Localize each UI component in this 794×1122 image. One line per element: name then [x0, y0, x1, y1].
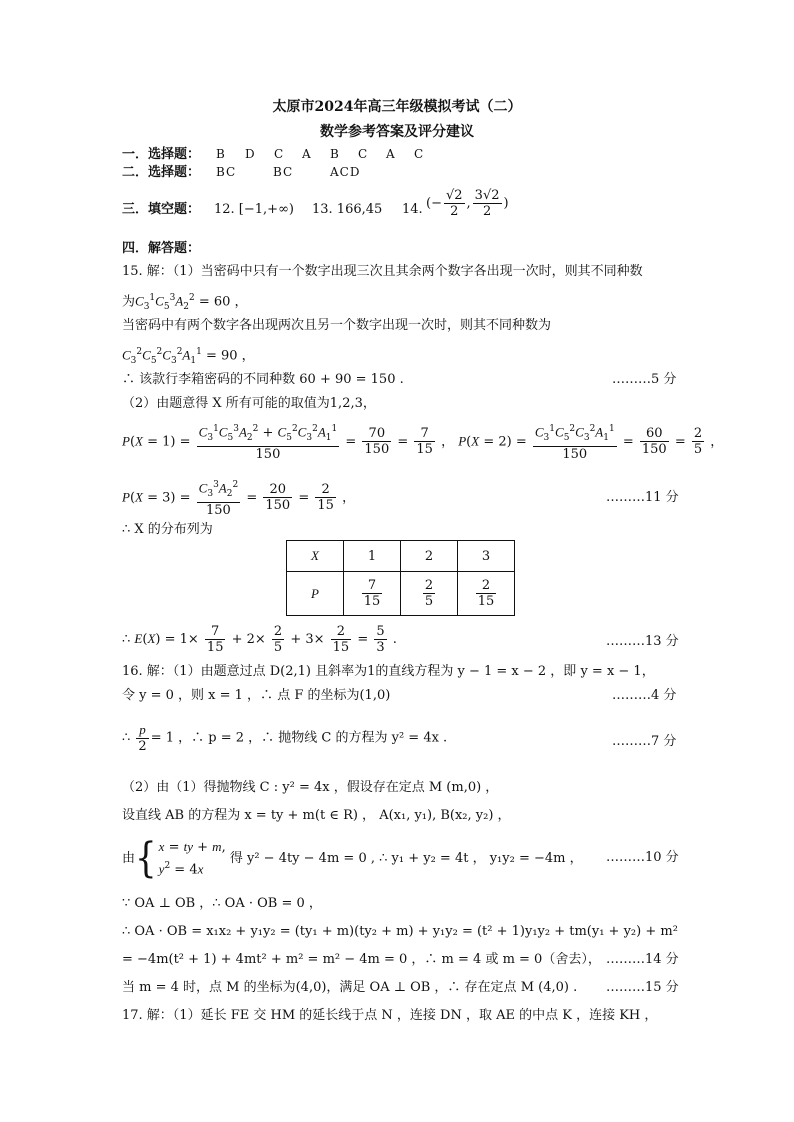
p15-prob-3: P(X = 3) = $\frac{C_3^3A_2^2}{150}$ = $\frac{20}{150}$ = $\frac{2}{15}$ ， [122, 480, 356, 518]
answer-3: C [274, 147, 285, 161]
answer-6: C [358, 147, 369, 161]
p16-line5: 设直线 AB 的方程为 x = ty + m(t ∈ R) ， A(x₁, y₁), B(x₂, y₂) ， [122, 808, 511, 823]
p16-points-10: ………10 分 [606, 850, 679, 865]
p16-points-14: ………14 分 [606, 952, 679, 967]
answer-13: 13. 166,45 [312, 202, 383, 217]
answer-14-value: (− $\frac{√2}{2}$ , $\frac{3√2}{2}$ ) [426, 188, 509, 219]
answer-7: A [386, 147, 396, 161]
section3-label: 三．填空题： [122, 202, 201, 217]
answer-8: C [414, 147, 425, 161]
distribution-table [286, 540, 515, 616]
p16-points-15: ………15 分 [606, 980, 679, 995]
table-header-x: X [287, 541, 344, 572]
p16-line4: （2）由（1）得抛物线 C : y² = 4x ，假设存在定点 M (m,0) ， [122, 780, 499, 795]
table-cell-p1: $\frac{7}{15}$ [344, 572, 401, 616]
p15-line3: 当密码中有两个数字各出现两次且另一个数字出现一次时，则其不同种数为 [122, 318, 552, 333]
answer-14-label: 14. [402, 202, 423, 217]
table-cell-p3: $\frac{2}{15}$ [458, 572, 515, 616]
table-header-2: 2 [401, 541, 458, 572]
p15-formula-1: 为$C_3^1C_5^3A_2^2 = 60$ ， [122, 293, 248, 312]
page-title: 太原市2024年高三年级模拟考试（二） [272, 99, 522, 115]
p15-expectation: ∴ E(X) = 1× $\frac{7}{15}$ + 2× $\frac{2}{5}$ + 3× $\frac{2}{15}$ = $\frac{5}{3}$ . [122, 624, 397, 655]
answer-2: D [245, 147, 256, 161]
answer-5: B [330, 147, 340, 161]
answer-12: 12. [−1,+∞) [214, 202, 294, 217]
answer-9: BC [216, 165, 237, 179]
answer-10: BC [273, 165, 294, 179]
p16-points-4: ………4 分 [612, 688, 677, 703]
page-subtitle: 数学参考答案及评分建议 [320, 124, 474, 140]
p15-points-11: ………11 分 [606, 490, 679, 505]
section1-label: 一．选择题： [122, 147, 201, 162]
p15-prob-1-2: P(X = 1) = $\frac{C_3^1C_5^3A_2^2 + C_5^2C_3^2A_1^1}{150}$ = $\frac{70}{150}$ = $\frac{7}{15}$ ， P(X = 2) = $\frac{C_3^1C_5^2C_3^2A_1^1}{150}$ = $\frac{60}{150}$ = $\frac{2}{5}$ ， [122, 424, 724, 462]
table-cell-p2: $\frac{2}{5}$ [401, 572, 458, 616]
answer-1: B [216, 147, 226, 161]
p15-points-13: ………13 分 [606, 634, 679, 649]
p16-line8: ∴ OA · OB = x₁x₂ + y₁y₂ = (ty₁ + m)(ty₂ + m) + y₁y₂ = (t² + 1)y₁y₂ + tm(y₁ + y₂) + m² [122, 924, 678, 939]
answer-11: ACD [330, 165, 361, 179]
table-header-1: 1 [344, 541, 401, 572]
p16-line7: ∵ OA ⊥ OB ，∴ OA · OB = 0 ， [122, 896, 322, 911]
table-header-3: 3 [458, 541, 515, 572]
p15-formula-2: $C_3^2C_5^2C_3^2A_1^1 = 90$ ， [122, 347, 255, 366]
p15-line6: （2）由题意得 X 所有可能的取值为1,2,3， [122, 396, 376, 411]
table-row-label: P [287, 572, 344, 616]
section2-label: 二．选择题： [122, 165, 201, 180]
p15-points-5: ………5 分 [612, 372, 677, 387]
p16-system: 由{ x = ty + m, $y^2 = 4x$ 得 y² − 4ty − 4m = 0 , ∴ y₁ + y₂ = 4t ， y₁y₂ = −4m ， [122, 834, 583, 883]
p16-points-7: ………7 分 [612, 734, 677, 749]
p16-line3: ∴ $\frac{p}{2}$ = 1 ，∴ p = 2 ，∴ 抛物线 C 的方程为 y² = 4x . [122, 722, 448, 754]
p16-line1: 16. 解：（1）由题意过点 D(2,1) 且斜率为1的直线方程为 y − 1 = x − 2 ，即 y = x − 1， [122, 664, 655, 679]
p15-intro: 15. 解：（1）当密码中只有一个数字出现三次且其余两个数字各出现一次时，则其不同种数 [122, 264, 643, 279]
p17-line1: 17. 解：（1）延长 FE 交 HM 的延长线于点 N ，连接 DN ，取 AE 的中点 K ，连接 KH ， [122, 1008, 658, 1023]
p15-line9: ∴ X 的分布列为 [122, 522, 213, 537]
p16-line10: 当 m = 4 时，点 M 的坐标为(4,0)，满足 OA ⊥ OB ，∴ 存在定点 M (4,0) . [122, 980, 578, 995]
p15-line5: ∴ 该款行李箱密码的不同种数 60 + 90 = 150 . [122, 372, 404, 387]
p16-line2: 令 y = 0 ，则 x = 1 ，∴ 点 F 的坐标为(1,0) [122, 688, 391, 703]
section4-label: 四．解答题： [122, 241, 201, 256]
answer-4: A [302, 147, 312, 161]
p16-line9: = −4m(t² + 1) + 4mt² + m² = m² − 4m = 0 ，∴ m = 4 或 m = 0（舍去）， [122, 952, 601, 967]
